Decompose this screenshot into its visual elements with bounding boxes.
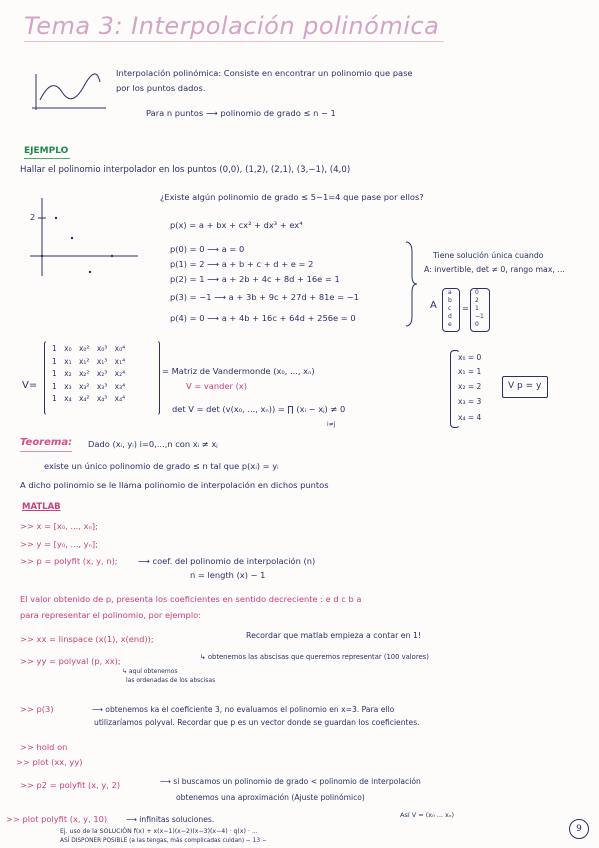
solution-note-2: A: invertible, det ≠ 0, rango max, ... [424, 265, 565, 274]
matlab-paragraph-1: El valor obtenido de p, presenta los coeficientes en sentido decreciente : e d c b a [20, 594, 362, 604]
system-brace [404, 240, 418, 328]
solution-note-1: Tiene solución única cuando [433, 251, 544, 260]
matlab-line-5-note-2: ↳ aquí obtenemos [122, 668, 178, 675]
equation-1: p(0) = 0 ⟶ a = 0 [170, 244, 245, 254]
intro-line-2: por los puntos dados. [116, 83, 206, 93]
matrix-row: 1 x₀ x₀² x₀³ x₀⁴ [52, 344, 126, 353]
matlab-line-10-note-3: ASÍ DISPONER POSIBLE (a las tengas, más complicadas cuidan) − 13 − [60, 838, 267, 844]
matlab-line-10-note: ⟶ infinitas soluciones. [126, 815, 215, 824]
intro-line-1: Interpolación polinómica: Consiste en encontrar un polinomio que pase [116, 68, 413, 78]
matlab-line-10-note-4: Así V = (x₀ ... xₙ) [400, 811, 455, 819]
theorem-line-2: existe un único polinomio de grado ≤ n tal que p(xᵢ) = yᵢ [44, 461, 279, 471]
plot-y-label: 2 [30, 212, 36, 222]
matlab-paragraph-2: para representar el polinomio, por ejemplo: [20, 610, 201, 620]
theorem-underline [20, 451, 72, 452]
vandermonde-label: V= [22, 380, 38, 391]
vandermonde-code: V = vander (x) [186, 381, 247, 391]
example-heading: EJEMPLO [24, 146, 69, 156]
vandermonde-description: = Matriz de Vandermonde (x₀, ..., xₙ) [162, 366, 315, 376]
vandermonde-determinant: det V = det (v(x₀, ..., xₙ)) = ∏ (xᵢ − xⱼ) ≠ 0 [172, 404, 346, 414]
intro-line-3: Para n puntos ⟶ polinomio de grado ≤ n − 1 [146, 108, 336, 118]
matlab-line-10: >> plot polyfit (x, y, 10) [6, 814, 108, 824]
matlab-line-4-note: Recordar que matlab empieza a contar en 1! [246, 631, 422, 640]
matrix-row: 1 x₂ x₂² x₂³ x₂⁴ [52, 369, 126, 378]
theorem-line-1: Dado (xᵢ, yᵢ) i=0,...,n con xᵢ ≠ xⱼ [88, 439, 218, 449]
example-question: ¿Existe algún polinomio de grado ≤ 5−1=4 que pase por ellos? [160, 192, 424, 202]
vandermonde-matrix [52, 343, 125, 406]
matlab-line-8: >> plot (xx, yy) [16, 757, 83, 767]
matlab-line-5-note: ↳ obtenemos las abscisas que queremos representar (100 valores) [200, 653, 429, 661]
matlab-line-6: >> p(3) [20, 704, 54, 714]
title-underline [24, 41, 444, 42]
boxed-equation-text: V p = y [508, 381, 542, 391]
matlab-line-5: >> yy = polyval (p, xx); [20, 656, 121, 666]
matlab-heading: MATLAB [22, 502, 61, 512]
equation-3: p(2) = 1 ⟶ a + 2b + 4c + 8d + 16e = 1 [170, 274, 340, 284]
matlab-line-10-note-2: Ej. uso de la SOLUCIÓN f(x) + x(x−1)(x−2)(x−3)(x−4) · q(x) · ... [60, 828, 258, 835]
page-number: 9 [569, 819, 589, 839]
theorem-line-3: A dicho polinomio se le llama polinomio de interpolación en dichos puntos [20, 480, 329, 490]
matrix-row: 1 x₃ x₃² x₃³ x₃⁴ [52, 381, 126, 391]
x-value: x₂ = 2 [458, 382, 482, 391]
matlab-line-5-note-3: las ordenadas de los abscisas [126, 677, 216, 684]
values-vector [470, 288, 490, 332]
interpolation-sketch-icon [30, 72, 110, 114]
page-title: Tema 3: Interpolación polinómica [24, 12, 440, 40]
example-polynomial: p(x) = a + bx + cx² + dx³ + ex⁴ [170, 220, 303, 230]
matlab-line-4: >> xx = linspace (x(1), x(end)); [20, 634, 154, 644]
matlab-line-6-note-2: utilizaríamos polyval. Recordar que p es un vector donde se guardan los coeficientes. [94, 718, 420, 727]
matlab-line-7: >> hold on [20, 742, 68, 752]
equation-5: p(4) = 0 ⟶ a + 4b + 16c + 64d + 256e = 0 [170, 313, 356, 323]
matrix-row: 1 x₄ x₄² x₄³ x₄⁴ [52, 394, 126, 403]
example-points-plot [26, 196, 142, 280]
x-value: x₄ = 4 [458, 413, 482, 422]
example-heading-underline [24, 158, 70, 159]
vector-matrix-a: A [430, 300, 437, 311]
matlab-line-3-note: ⟶ coef. del polinomio de interpolación (n) [138, 556, 316, 566]
matlab-line-1: >> x = [x₀, ..., xₙ]; [20, 521, 98, 531]
product-subscript: i≠j [327, 421, 336, 428]
theorem-heading: Teorema: [20, 437, 73, 448]
matlab-line-9-note-2: obtenemos una aproximación (Ajuste polinómico) [176, 793, 365, 802]
x-value: x₀ = 0 [458, 353, 482, 362]
matlab-line-3: >> p = polyfit (x, y, n); [20, 556, 118, 566]
matlab-line-9: >> p2 = polyfit (x, y, 2) [20, 780, 121, 790]
x-value: x₃ = 3 [458, 397, 482, 406]
x-value: x₁ = 1 [458, 367, 482, 376]
equation-2: p(1) = 2 ⟶ a + b + c + d + e = 2 [170, 259, 314, 269]
example-statement: Hallar el polinomio interpolador en los puntos (0,0), (1,2), (2,1), (3,−1), (4,0) [20, 165, 351, 175]
matlab-line-6-note: ⟶ obtenemos ka el coeficiente 3, no evaluamos el polinomio en x=3. Para ello [92, 705, 395, 714]
matlab-line-3-note-2: n = length (x) − 1 [190, 570, 266, 580]
equation-4: p(3) = −1 ⟶ a + 3b + 9c + 27d + 81e = −1 [170, 292, 359, 302]
matlab-line-9-note: ⟶ si buscamos un polinomio de grado < polinomio de interpolación [160, 777, 421, 786]
matrix-row: 1 x₁ x₁² x₁³ x₁⁴ [52, 356, 126, 366]
matlab-line-2: >> y = [y₀, ..., yₙ]; [20, 539, 98, 549]
